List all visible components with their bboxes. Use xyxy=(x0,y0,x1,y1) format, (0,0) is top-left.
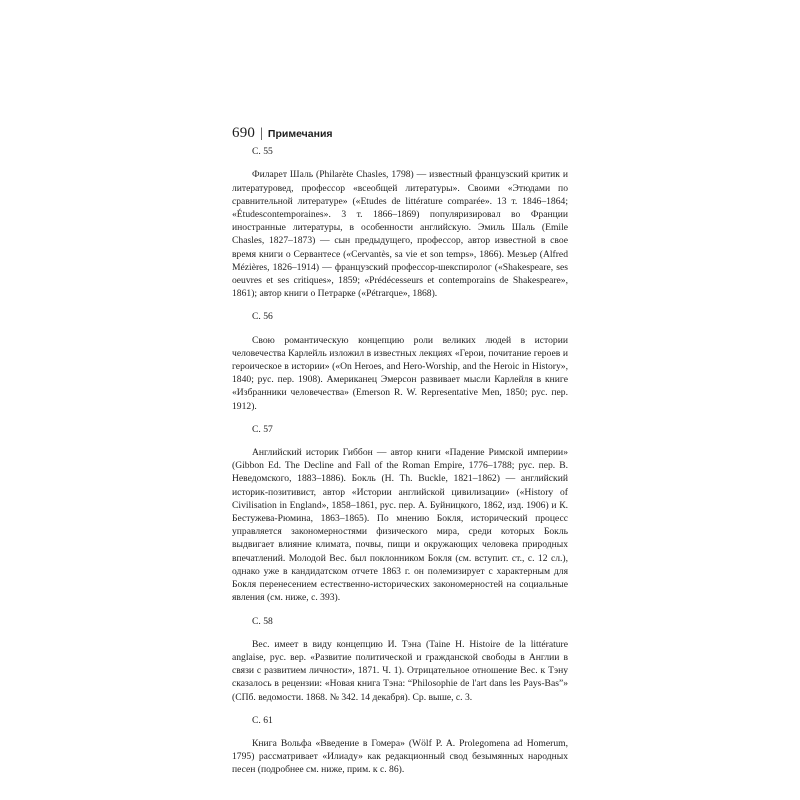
running-header xyxy=(232,127,568,141)
note-text xyxy=(232,737,568,777)
note-block xyxy=(232,423,568,605)
note-block xyxy=(232,310,568,412)
note-block xyxy=(232,615,568,704)
note-paragraph: Свою романтическую концепцию роли великих людей в истории человечества Карлейль изложил в известных лекциях «Герои, почитание героев и героическое в истории» («On Heroes, and Hero-Worship, and the Heroic in History», 1840; рус. пер. 1908). Американец Эмерсон развивает мысли Карлейля в книге «Избранники человечества» (Emerson R. W. Representative Men, 1850; рус. пер. 1912). xyxy=(232,334,568,412)
note-block xyxy=(232,714,568,777)
section-title: Примечания xyxy=(267,128,333,140)
book-page xyxy=(232,127,568,787)
note-paragraph: Книга Вольфа «Введение в Гомера» (Wölf P. A. Prolegomena ad Homerum, 1795) рассматривает «Илиаду» как редакционный свод безымянных народных песен (подробнее см. ниже, прим. к с. 86). xyxy=(232,737,568,776)
page-number: 690 xyxy=(232,125,256,141)
header-separator: | xyxy=(260,126,263,141)
note-paragraph: Английский историк Гиббон — автор книги «Падение Римской империи» (Gibbon Ed. The Decline and Fall of the Roman Empire, 1776–1788; рус. пер. В. Неведомского, 1883–1886). Бокль (H. Th. Buckle, 1821–1862) — английский историк-позитивист, автор «Истории английской цивилизации» («History of Civilisation in England», 1858–1861, рус. пер. А. Буйницкого, 1862, изд. 1906) и К. Бестужева-Рюмина, 1863–1865). По мнению Бокля, исторический процесс управляется закономерностями физического мира, среди которых Бокль выдвигает влияние климата, почвы, пищи и окружающих человека природных впечатлений. Молодой Вес. был поклонником Бокля (см. вступит. ст., с. 12 сл.), однако уже в кандидатском отчете 1863 г. он полемизирует с характерным для Бокля перенесением естественно-исторических закономерностей на социальные явления (см. ниже, с. 393). xyxy=(232,447,568,604)
note-block xyxy=(232,145,568,300)
page-reference: С. 61 xyxy=(252,714,273,726)
page-reference: С. 58 xyxy=(252,615,273,627)
note-text xyxy=(232,334,568,413)
note-text xyxy=(232,446,568,604)
note-paragraph: Вес. имеет в виду концепцию И. Тэна (Taine H. Histoire de la littérature anglaise, рус. вер. «Развитие политической и гражданской свободы в Англии в связи с развитием личности», 1871. Ч. 1). Отрицательное отношение Вес. к Тэну сказалось в рецензии: «Новая книга Тэна: “Philosophie de l'art dans les Pays-Bas”» (СПб. ведомости. 1868. № 342. 14 декабря). Ср. выше, с. 3. xyxy=(232,638,568,703)
page-reference: С. 55 xyxy=(252,146,273,158)
note-text xyxy=(232,168,568,300)
page-reference: С. 57 xyxy=(252,423,273,435)
note-text xyxy=(232,638,568,704)
page-reference: С. 56 xyxy=(252,311,273,323)
note-paragraph: Филарет Шаль (Philarète Chasles, 1798) — известный французский критик и литературовед, профессор «всеобщей литературы». Своими «Этюдами по сравнительной литературе» («Etudes de littérature comparée». 13 т. 1846–1864; «Étudescontemporaines». 3 т. 1866–1869) популяризировал во Франции иностранные литературы, в особенности английскую. Эмиль Шаль (Emile Chasles, 1827–1873) — сын предыдущего, профессор, автор известной в свое время книги о Сервантесе («Cervantès, sa vie et son temps», 1866). Мезьер (Alfred Mézières, 1826–1914) — французский профессор-шекспиролог («Shakespeare, ses oeuvres et ses critiques», 1859; «Prédécesseurs et contemporains de Shakespeare», 1861); автор книги о Петрарке («Pétrarque», 1868). xyxy=(232,169,568,300)
